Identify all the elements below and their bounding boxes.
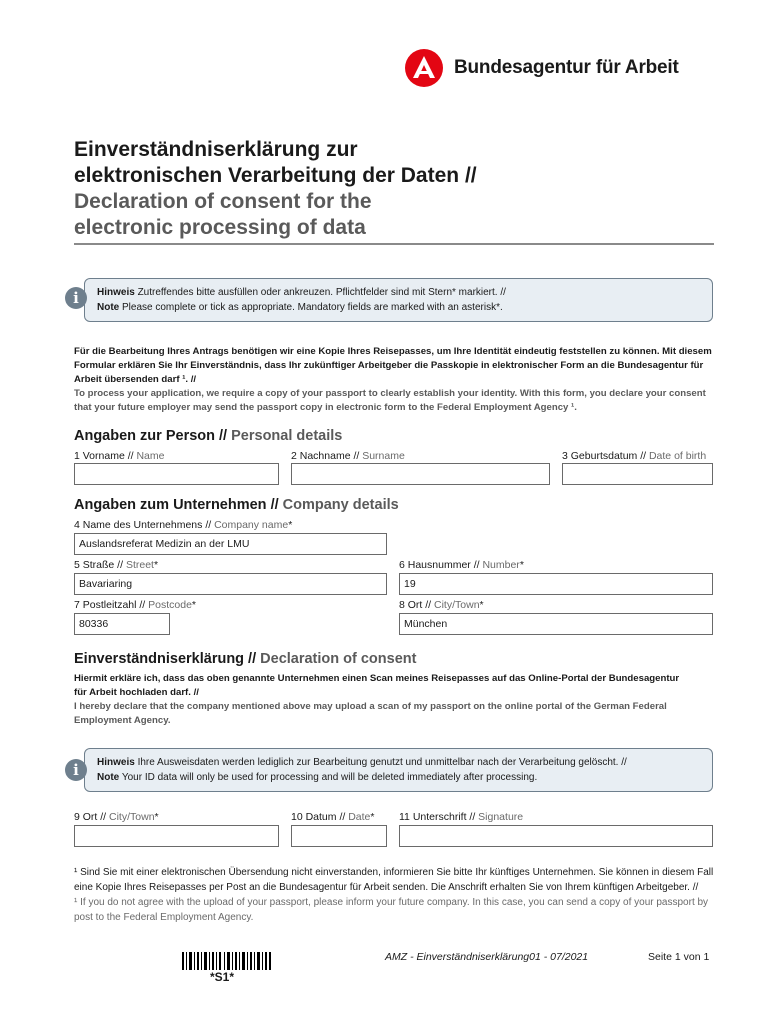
label-text: 2 Nachname //	[291, 450, 363, 462]
label-surname	[291, 450, 405, 462]
consent-text	[74, 672, 694, 728]
hint-box-data-deletion	[84, 748, 713, 792]
barcode-text: *S1*	[210, 970, 235, 984]
hint-text-en: Your ID data will only be used for processing and will be deleted immediately after processing.	[119, 772, 538, 783]
label-sign-city	[74, 811, 159, 823]
info-icon: i	[65, 287, 87, 309]
birthdate-field[interactable]	[562, 463, 713, 485]
intro-de: Für die Bearbeitung Ihres Antrags benötigen wir eine Kopie Ihres Reisepasses, um Ihre Identität eindeutig feststellen zu können. Mit diesem Formular erklären Sie Ihr Einverständnis, dass Ihr zukünftiger Arbeitgeber die Passkopie in elektronischer Form an die Bundesagentur für Arbeit übersenden darf ¹. //	[74, 346, 712, 385]
label-text: 10 Datum //	[291, 811, 349, 823]
title-de-line2: elektronischen Verarbeitung der Daten //	[74, 164, 477, 187]
heading-company-en: Company details	[278, 497, 399, 513]
ba-logo-icon	[404, 48, 444, 88]
label-date	[291, 811, 374, 823]
label-text: 8 Ort //	[399, 599, 435, 611]
required-star: *	[519, 559, 524, 571]
sign-city-field[interactable]	[74, 825, 279, 847]
hint-text-de: Zutreffendes bitte ausfüllen oder ankreuzen. Pflichtfelder sind mit Stern* markiert. //	[134, 287, 506, 298]
label-house-number	[399, 559, 524, 571]
hint-text-en: Please complete or tick as appropriate. Mandatory fields are marked with an asterisk*.	[119, 302, 503, 313]
label-text-en: Signature	[478, 811, 524, 823]
label-company-name	[74, 519, 292, 531]
label-text: 1 Vorname //	[74, 450, 137, 462]
label-text: 6 Hausnummer //	[399, 559, 483, 571]
hint-label-en: Note	[97, 302, 120, 313]
heading-personal-en: Personal details	[227, 428, 343, 444]
label-text: 11 Unterschrift //	[399, 811, 479, 823]
label-text-en: Date	[348, 811, 371, 823]
required-star: *	[191, 599, 196, 611]
label-text: 5 Straße //	[74, 559, 126, 571]
page-title	[74, 137, 477, 241]
section-heading-consent	[74, 651, 416, 667]
title-divider	[74, 243, 714, 245]
title-en-line1: Declaration of consent for the	[74, 190, 372, 213]
label-text-en: Number	[482, 559, 520, 571]
required-star: *	[288, 519, 293, 531]
barcode-icon	[182, 952, 272, 970]
org-name: Bundesagentur für Arbeit	[454, 57, 679, 78]
intro-en: To process your application, we require a copy of your passport to clearly establish your identity. With this form, you declare your consent that your future employer may send the passport copy in electronic form to the Federal Employment Agency ¹.	[74, 388, 706, 413]
city-field[interactable]: München	[399, 613, 713, 635]
required-star: *	[370, 811, 375, 823]
heading-personal-de: Angaben zur Person //	[74, 428, 228, 444]
header-logo	[404, 48, 679, 88]
section-heading-personal	[74, 428, 342, 444]
label-text-en: Name	[136, 450, 165, 462]
footnote	[74, 865, 724, 925]
footnote-en: ¹ If you do not agree with the upload of your passport, please inform your future company. In this case, you can send a copy of your passport by post to the Federal Employment Agency.	[74, 897, 709, 923]
label-text-en: City/Town	[109, 811, 155, 823]
postcode-field[interactable]: 80336	[74, 613, 170, 635]
consent-en: I hereby declare that the company mentioned above may upload a scan of my passport on the online portal of the German Federal Employment Agency.	[74, 701, 667, 726]
street-field[interactable]: Bavariaring	[74, 573, 387, 595]
info-icon: i	[65, 759, 87, 781]
title-de-line1: Einverständniserklärung zur	[74, 138, 358, 161]
required-star: *	[479, 599, 484, 611]
hint-text-de: Ihre Ausweisdaten werden lediglich zur Bearbeitung genutzt und unmittelbar nach der Verarbeitung gelöscht. //	[134, 757, 627, 768]
title-en-line2: electronic processing of data	[74, 216, 366, 239]
label-text-en: Date of birth	[648, 450, 707, 462]
consent-de: Hiermit erkläre ich, dass das oben genannte Unternehmen einen Scan meines Reisepasses auf das Online-Portal der Bundesagentur für Arbeit hochladen darf. //	[74, 673, 680, 698]
heading-consent-en: Declaration of consent	[256, 651, 417, 667]
label-birthdate	[562, 450, 706, 462]
intro-text	[74, 345, 724, 415]
label-city	[399, 599, 484, 611]
required-star: *	[154, 811, 159, 823]
heading-consent-de: Einverständniserklärung //	[74, 651, 257, 667]
label-text-en: Surname	[362, 450, 405, 462]
hint-label-de: Hinweis	[97, 757, 135, 768]
heading-company-de: Angaben zum Unternehmen //	[74, 497, 279, 513]
required-star: *	[153, 559, 159, 571]
surname-field[interactable]	[291, 463, 550, 485]
label-text-en: Street	[125, 559, 154, 571]
label-postcode	[74, 599, 196, 611]
hint-label-en: Note	[97, 772, 120, 783]
label-signature	[399, 811, 523, 823]
date-field[interactable]	[291, 825, 387, 847]
label-text-en: Company name	[214, 519, 289, 531]
label-first-name	[74, 450, 164, 462]
hint-label-de: Hinweis	[97, 287, 135, 298]
hint-box-required	[84, 278, 713, 322]
form-id: AMZ - Einverständniserklärung01 - 07/2021	[385, 951, 589, 963]
label-text: 3 Geburtsdatum //	[562, 450, 649, 462]
company-name-field[interactable]: Auslandsreferat Medizin an der LMU	[74, 533, 387, 555]
signature-field[interactable]	[399, 825, 713, 847]
label-text: 4 Name des Unternehmens //	[74, 519, 215, 531]
first-name-field[interactable]	[74, 463, 279, 485]
label-text: 7 Postleitzahl //	[74, 599, 149, 611]
label-text-en: City/Town	[434, 599, 480, 611]
page-number: Seite 1 von 1	[648, 951, 710, 963]
footnote-de: ¹ Sind Sie mit einer elektronischen Übersendung nicht einverstanden, informieren Sie bitte Ihr künftiges Unternehmen. Sie können in diesem Fall eine Kopie Ihres Reisepasses per Post an die Bundesagentur für Arbeit senden. Die Anschrift erhalten Sie von Ihrem künftigen Arbeitgeber. //	[74, 867, 714, 893]
label-street	[74, 559, 158, 571]
label-text: 9 Ort //	[74, 811, 110, 823]
label-text-en: Postcode	[148, 599, 192, 611]
house-number-field[interactable]: 19	[399, 573, 713, 595]
section-heading-company	[74, 497, 399, 513]
